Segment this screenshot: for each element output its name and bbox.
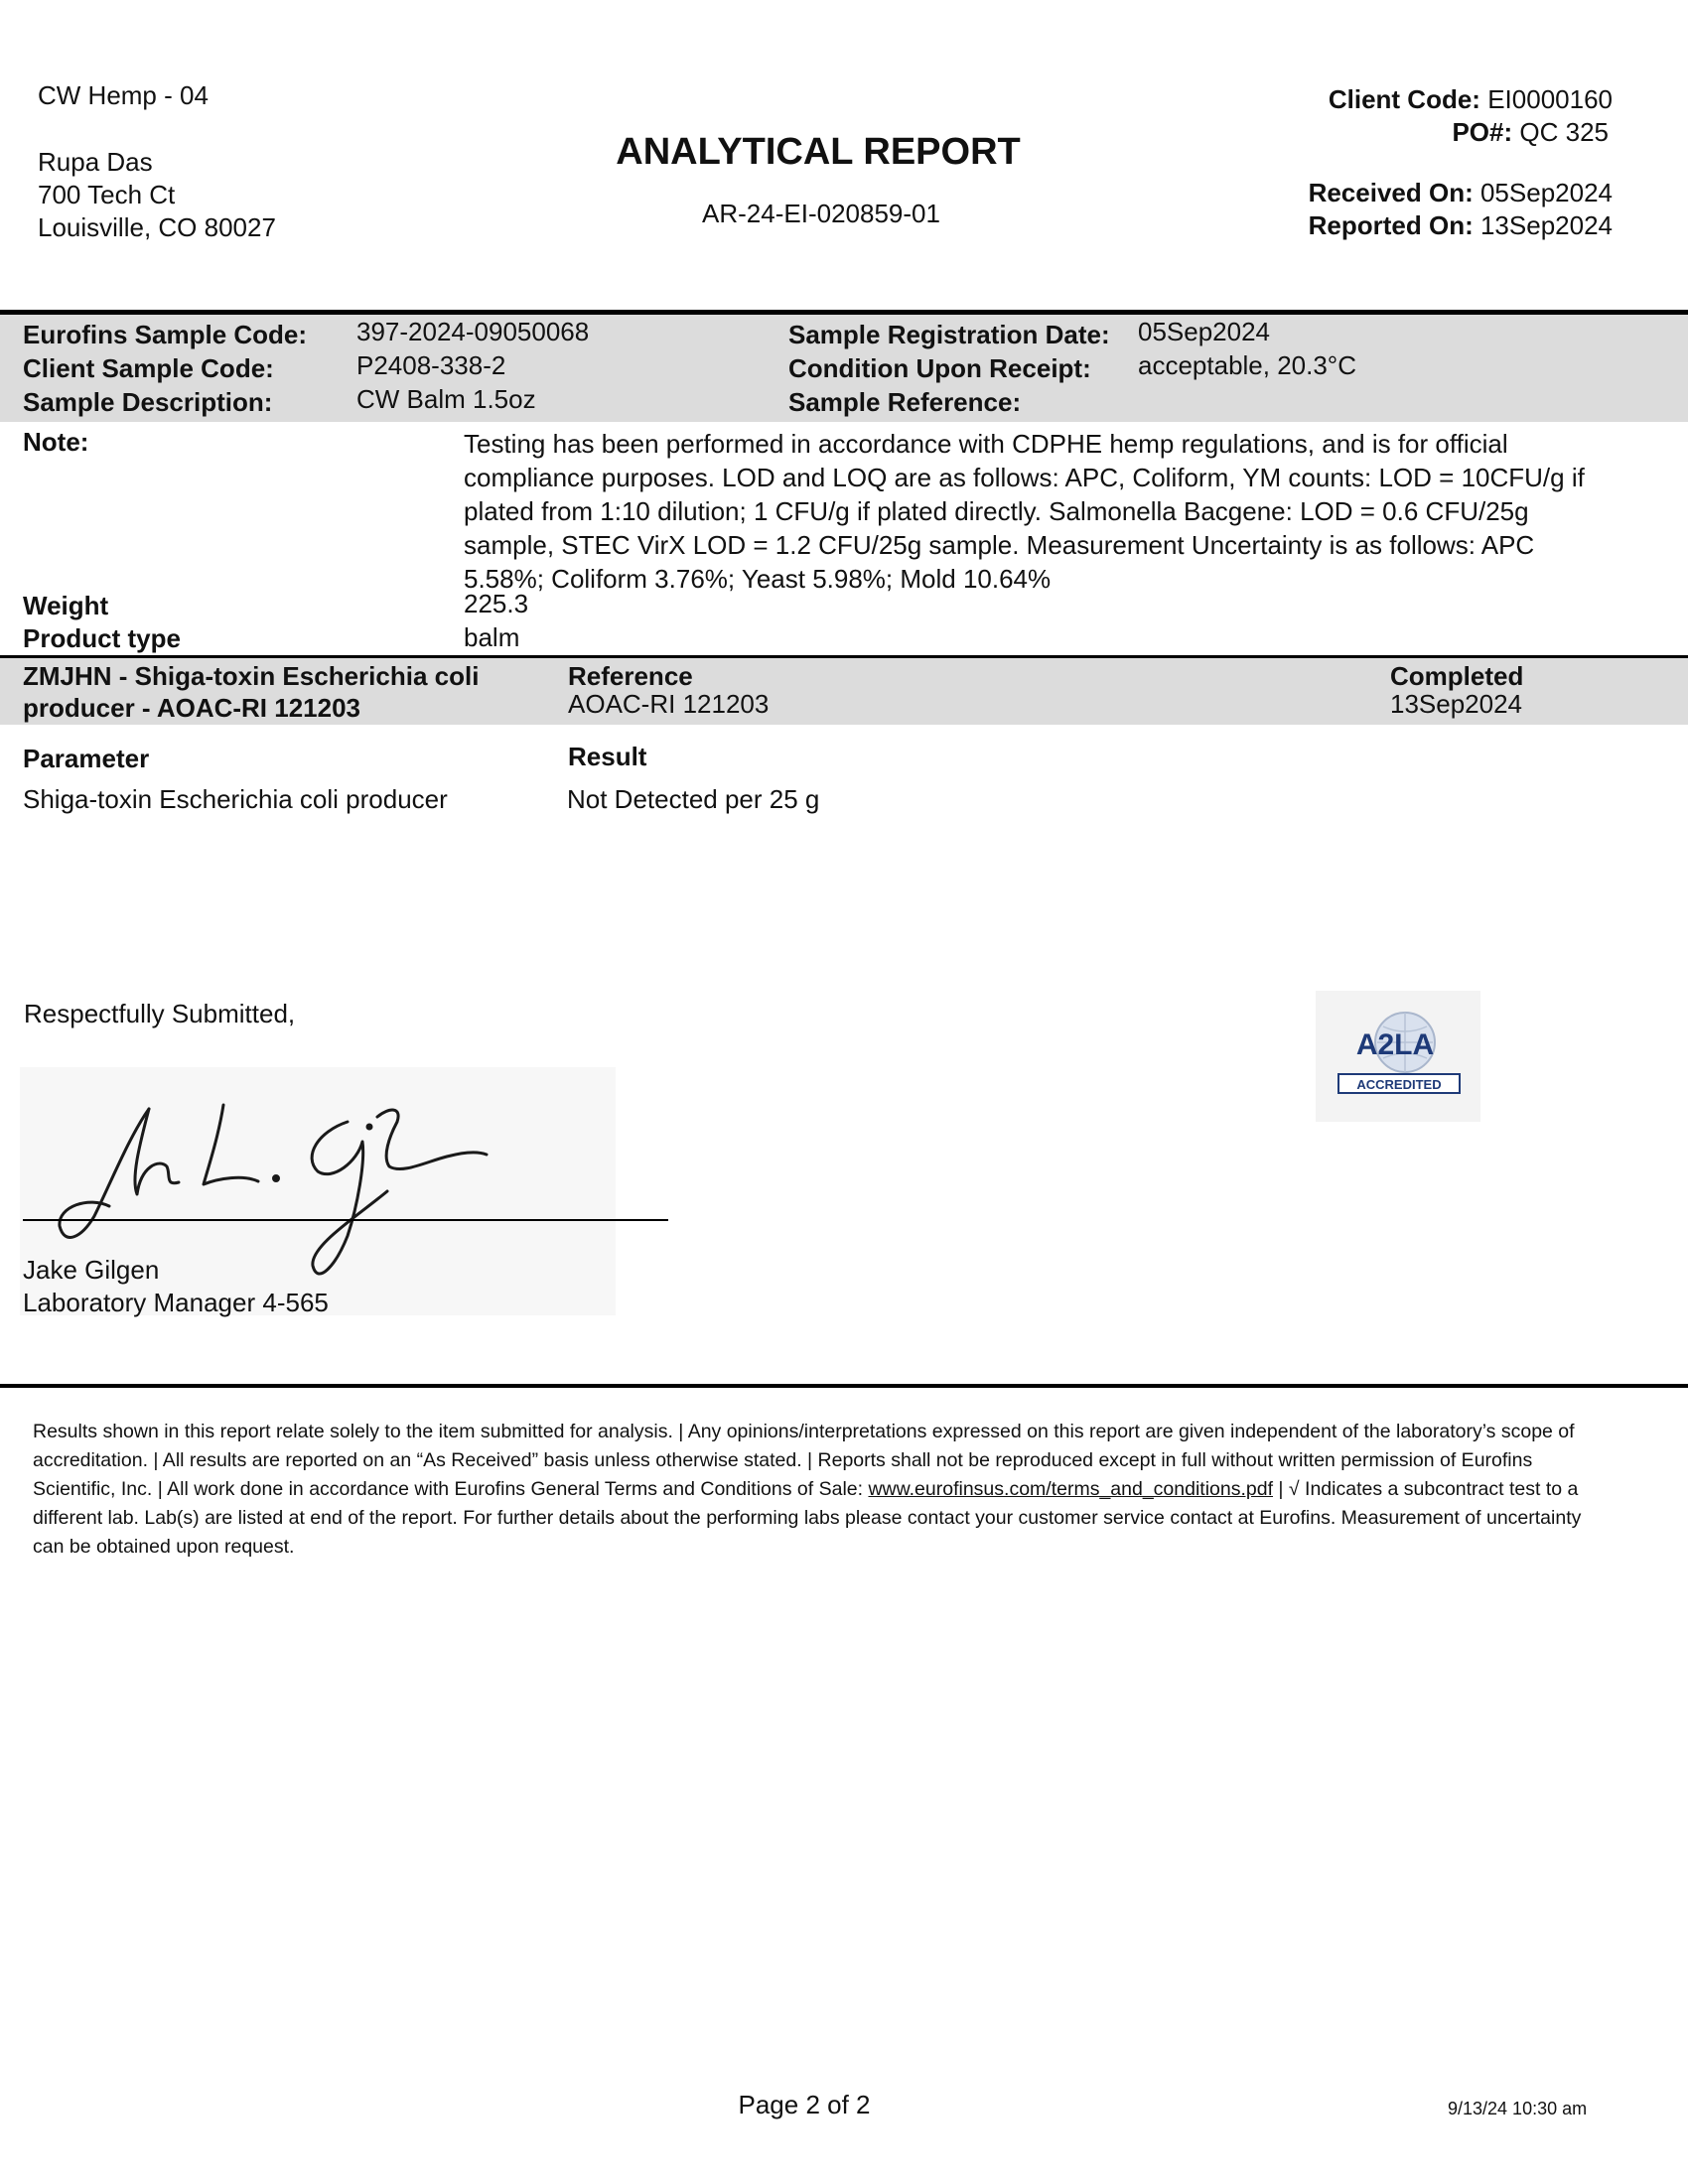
po-value: QC 325 xyxy=(1519,117,1609,147)
client-code xyxy=(1329,83,1613,115)
product-type-label: Product type xyxy=(23,623,181,653)
page-number: Page 2 of 2 xyxy=(738,2090,871,2119)
client-sample-code-value: P2408-338-2 xyxy=(356,350,506,380)
eurofins-code-label: Eurofins Sample Code: xyxy=(23,320,308,349)
sample-description-label: Sample Description: xyxy=(23,387,273,417)
footer-text-part2: | √ Indicates a subcontract test to a different lab. Lab(s) are listed at end of the report. For further details about the performing labs please contact your customer service contact at Eurofins. Measurement of uncertainty can be obtained upon request. xyxy=(33,1478,1582,1558)
parameter-header: Parameter xyxy=(23,744,150,773)
reported-value: 13Sep2024 xyxy=(1479,210,1613,240)
received-label: Received On: xyxy=(1308,178,1474,207)
sample-reference-label: Sample Reference: xyxy=(788,387,1022,417)
closing-text: Respectfully Submitted, xyxy=(24,999,296,1028)
received-on xyxy=(1309,177,1613,208)
reported-label: Reported On: xyxy=(1308,210,1474,240)
note-label: Note: xyxy=(23,427,89,457)
footer-divider xyxy=(0,1384,1688,1388)
footer-disclaimer xyxy=(33,1418,1582,1562)
po-number xyxy=(1452,116,1609,148)
report-number: AR-24-EI-020859-01 xyxy=(702,199,940,228)
print-timestamp: 9/13/24 10:30 am xyxy=(1448,2099,1588,2118)
registration-date-value: 05Sep2024 xyxy=(1138,317,1271,346)
condition-value: acceptable, 20.3°C xyxy=(1138,350,1356,380)
terms-link[interactable]: www.eurofinsus.com/terms_and_conditions.pdf xyxy=(868,1478,1274,1500)
registration-date-label: Sample Registration Date: xyxy=(788,320,1110,349)
client-code-label: Client Code: xyxy=(1328,84,1480,114)
condition-label: Condition Upon Receipt: xyxy=(788,353,1091,383)
client-address-line2: Louisville, CO 80027 xyxy=(38,212,276,242)
test-name-line2: producer - AOAC-RI 121203 xyxy=(23,693,361,723)
client-address-line1: 700 Tech Ct xyxy=(38,180,176,209)
test-completed-value: 13Sep2024 xyxy=(1390,689,1523,719)
product-type-value: balm xyxy=(464,622,520,652)
accredited-badge-text: ACCREDITED xyxy=(1356,1077,1442,1092)
signer-name: Jake Gilgen xyxy=(23,1255,160,1285)
sample-description-value: CW Balm 1.5oz xyxy=(356,384,536,414)
footer-text-part1: Results shown in this report relate solely to the item submitted for analysis. | Any opinions/interpretations expressed on this report are given independent of the laboratory’s scope of accreditation. | All results are reported on an “As Received” basis unless otherwise stated. | Reports shall not be reproduced except in full without written permission of Eurofins Scientific, Inc. | All work done in accordance with Eurofins General Terms and Conditions of Sale: xyxy=(33,1421,1575,1500)
note-text: Testing has been performed in accordance with CDPHE hemp regulations, and is for official compliance purposes. LOD and LOQ are as follows: APC, Coliform, YM counts: LOD = 10CFU/g if plated from 1:10 dilution; 1 CFU/g if plated directly. Salmonella Bacgene: LOD = 0.6 CFU/25g sample, STEC VirX LOD = 1.2 CFU/25g sample. Measurement Uncertainty is as follows: APC 5.58%; Coliform 3.76%; Yeast 5.98%; Mold 10.64% xyxy=(464,429,1585,594)
po-label: PO#: xyxy=(1452,117,1513,147)
test-reference-value: AOAC-RI 121203 xyxy=(568,689,770,719)
signer-title: Laboratory Manager 4-565 xyxy=(23,1288,329,1317)
test-name-line1: ZMJHN - Shiga-toxin Escherichia coli xyxy=(23,661,480,691)
test-completed-label: Completed xyxy=(1390,661,1524,691)
a2la-logo-icon xyxy=(1316,991,1480,1122)
client-sample-code-label: Client Sample Code: xyxy=(23,353,274,383)
result-row-value: Not Detected per 25 g xyxy=(567,784,820,814)
eurofins-code-value: 397-2024-09050068 xyxy=(356,317,590,346)
client-name: CW Hemp - 04 xyxy=(38,80,209,110)
signature-line xyxy=(23,1219,668,1221)
weight-label: Weight xyxy=(23,591,109,620)
reported-on xyxy=(1309,209,1613,241)
result-row-parameter: Shiga-toxin Escherichia coli producer xyxy=(23,784,448,814)
received-value: 05Sep2024 xyxy=(1479,178,1613,207)
report-title: ANALYTICAL REPORT xyxy=(616,131,1021,173)
client-contact: Rupa Das xyxy=(38,147,153,177)
a2la-logo-text: A2LA xyxy=(1355,1028,1435,1061)
weight-value: 225.3 xyxy=(464,589,529,618)
a2la-accreditation-seal xyxy=(1316,991,1480,1122)
client-code-value: EI0000160 xyxy=(1487,84,1613,114)
result-header: Result xyxy=(568,742,647,771)
test-reference-label: Reference xyxy=(568,661,693,691)
